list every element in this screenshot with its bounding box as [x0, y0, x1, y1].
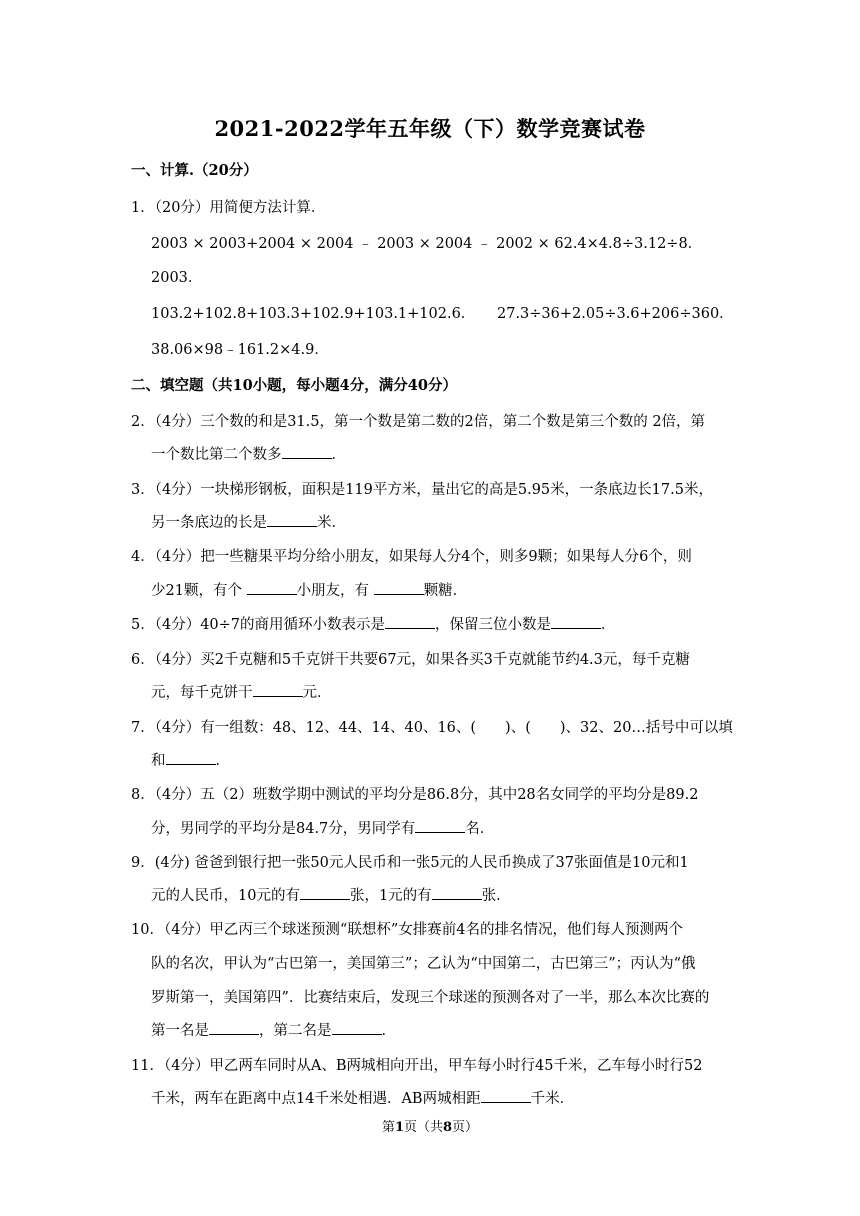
- question-9-text-b: 张，1元的有: [349, 888, 432, 904]
- question-7-line-2: [151, 749, 230, 770]
- page-title: 2021-2022学年五年级（下）数学竞赛试卷: [214, 116, 646, 141]
- question-4-text-b: 小朋友，有: [296, 583, 374, 599]
- question-5: [131, 613, 616, 634]
- question-10-line-1: 10．（4分）甲乙丙三个球迷预测“联想杯”女排赛前4名的排名情况，他们每人预测两个: [131, 922, 683, 938]
- question-10-text-b: ，第二名是: [259, 1023, 332, 1039]
- question-10-line-3: 罗斯第一，美国第四”．比赛结束后，发现三个球迷的预测各对了一半，那么本次比赛的: [151, 990, 710, 1006]
- question-9-text-a: 元的人民币，10元的有: [151, 888, 300, 904]
- question-4-line-1: 4．（4分）把一些糖果平均分给小朋友，如果每人分4个，则多9颗；如果每人分6个，则: [131, 549, 692, 565]
- question-11-line-2: [151, 1087, 574, 1108]
- question-7-line-1: 7．（4分）有一组数：48、12、44、14、40、16、( )、( )、32、20…括号中可以填: [131, 720, 733, 736]
- answer-blank[interactable]: [481, 1088, 531, 1103]
- question-7-text: 和: [151, 753, 166, 769]
- question-1-stem: 1．（20分）用简便方法计算．: [131, 200, 326, 216]
- answer-blank[interactable]: [247, 580, 297, 595]
- page-footer: [0, 1116, 860, 1135]
- footer-text-b: 页（共: [403, 1120, 443, 1135]
- question-7-end: ．: [215, 753, 230, 769]
- question-3-end: 米．: [317, 515, 346, 531]
- answer-blank[interactable]: [332, 1020, 382, 1035]
- section-heading-calculation: 一、计算.（20分）: [131, 162, 258, 179]
- question-9-line-1: 9．(4分) 爸爸到银行把一张50元人民币和一张5元的人民币换成了37张面值是10元和1: [131, 855, 689, 871]
- question-8-line-2: [151, 817, 494, 838]
- question-2-text: 一个数比第二个数多: [151, 447, 282, 463]
- question-11-end: 千米．: [530, 1091, 575, 1107]
- answer-blank[interactable]: [415, 818, 465, 833]
- question-8-text: 分，男同学的平均分是84.7分，男同学有: [151, 821, 416, 837]
- question-6-text: 元，每千克饼干: [151, 685, 253, 701]
- question-6-line-1: 6．（4分）买2千克糖和5千克饼干共要67元，如果各买3千克就能节约4.3元，每千克糖: [131, 652, 690, 668]
- question-1-expression-2: 2003．: [151, 270, 203, 286]
- question-4-text-a: 少21颗，有个: [151, 583, 247, 599]
- question-2-line-1: 2．（4分）三个数的和是31.5，第一个数是第二数的2倍，第二个数是第三个数的 2倍，第: [131, 414, 706, 430]
- question-2-end: ．: [331, 447, 346, 463]
- answer-blank[interactable]: [551, 614, 601, 629]
- question-5-text-b: ，保留三位小数是: [435, 617, 552, 633]
- question-6-end: 元．: [302, 685, 332, 701]
- question-4-line-2: [151, 579, 467, 600]
- question-10-end: ．: [381, 1023, 396, 1039]
- question-6-line-2: [151, 681, 332, 702]
- question-9-end: 张．: [481, 888, 511, 904]
- answer-blank[interactable]: [282, 444, 332, 459]
- question-5-text-a: 5．（4分）40÷7的商用循环小数表示是: [131, 617, 386, 633]
- question-4-text-c: 颗糖．: [423, 583, 468, 599]
- question-3-line-1: 3．（4分）一块梯形钢板，面积是119平方米，量出它的高是5.95米，一条底边长17.5米，: [131, 482, 713, 498]
- answer-blank[interactable]: [267, 512, 317, 527]
- question-3-line-2: [151, 511, 346, 532]
- footer-total-pages: 8: [443, 1120, 453, 1135]
- answer-blank[interactable]: [432, 885, 482, 900]
- question-1-expression-3: 103.2+102.8+103.3+102.9+103.1+102.6．: [151, 306, 476, 322]
- question-9-line-2: [151, 884, 511, 905]
- question-2-line-2: [151, 443, 346, 464]
- question-3-text: 另一条底边的长是: [151, 515, 267, 531]
- answer-blank[interactable]: [209, 1020, 259, 1035]
- section-heading-fill-blanks: 二、填空题（共10小题，每小题4分，满分40分）: [131, 377, 457, 394]
- answer-blank[interactable]: [300, 885, 350, 900]
- answer-blank[interactable]: [374, 580, 424, 595]
- question-8-line-1: 8．（4分）五（2）班数学期中测试的平均分是86.8分，其中28名女同学的平均分是89.2: [131, 787, 699, 803]
- footer-text-c: 页）: [452, 1120, 479, 1135]
- footer-text-a: 第: [381, 1120, 395, 1135]
- answer-blank[interactable]: [253, 682, 303, 697]
- answer-blank[interactable]: [385, 614, 435, 629]
- question-10-line-2: 队的名次，甲认为“古巴第一，美国第三”；乙认为“中国第二，古巴第三”；丙认为“俄: [151, 956, 696, 972]
- question-10-line-4: [151, 1019, 396, 1040]
- question-8-end: 名．: [465, 821, 495, 837]
- question-1-expression-1: 2003 × 2003+2004 × 2004 ﹣ 2003 × 2004 ﹣ 2002 × 62.4×4.8÷3.12÷8．: [151, 236, 703, 252]
- footer-page-number: 1: [394, 1120, 404, 1135]
- question-10-text-a: 第一名是: [151, 1023, 209, 1039]
- question-11-line-1: 11．（4分）甲乙两车同时从A、B两城相向开出，甲车每小时行45千米，乙车每小时行52: [131, 1058, 703, 1074]
- answer-blank[interactable]: [166, 750, 216, 765]
- question-11-text: 千米，两车在距离中点14千米处相遇．AB两城相距: [151, 1091, 481, 1107]
- question-1-expression-4: 27.3÷36+2.05÷3.6+206÷360．: [497, 306, 734, 322]
- question-5-end: ．: [601, 617, 616, 633]
- question-1-expression-5: 38.06×98﹣161.2×4.9．: [151, 342, 329, 358]
